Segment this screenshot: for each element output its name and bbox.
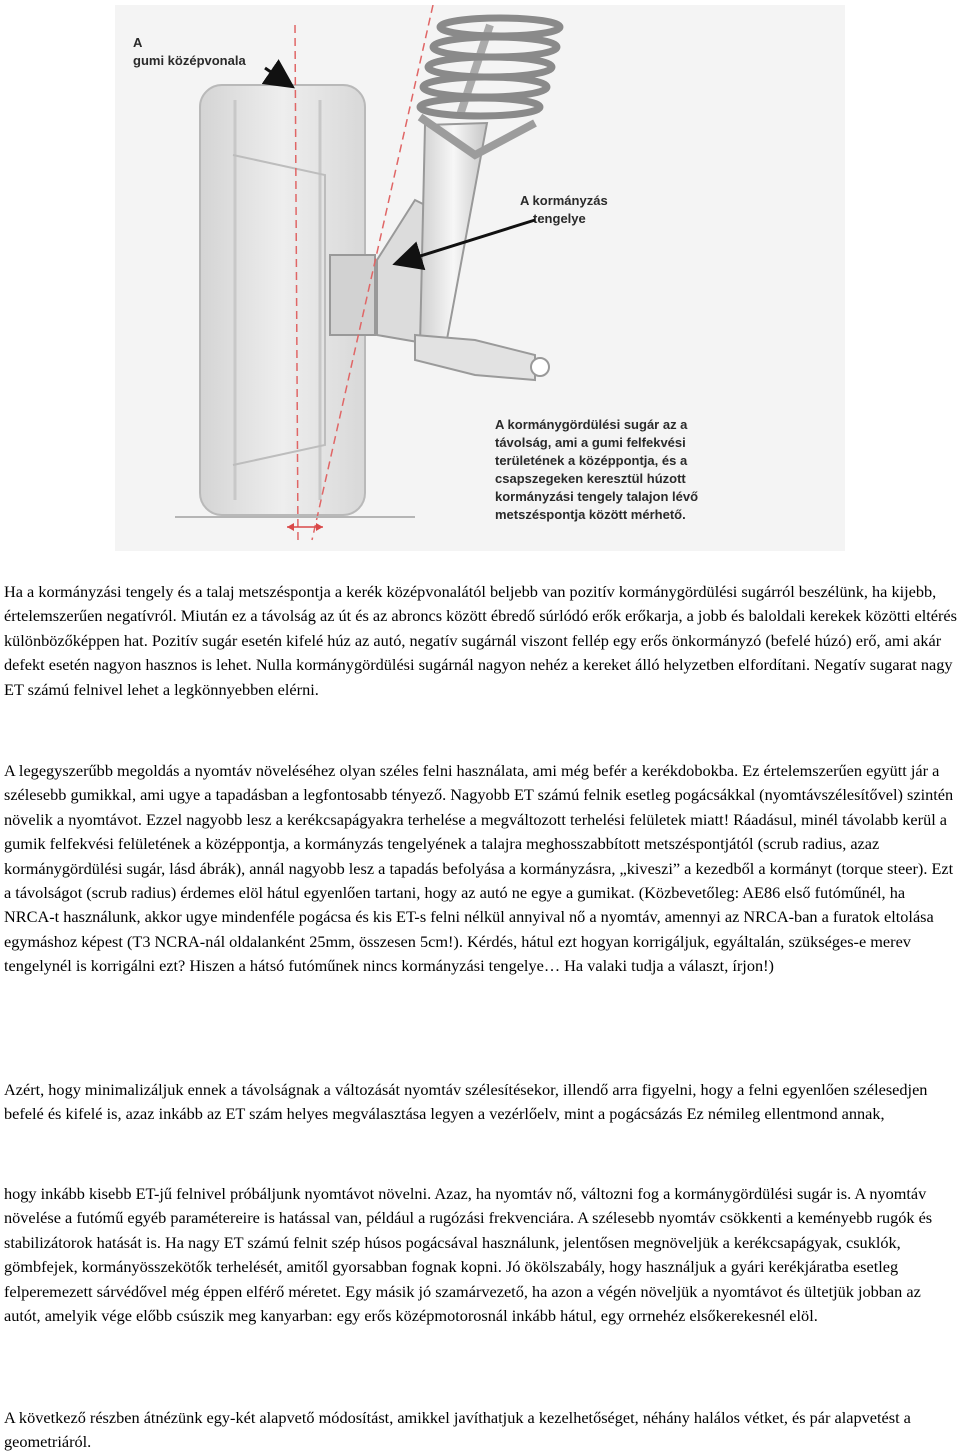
paragraph-text: Azért, hogy minimalizáljuk ennek a távolságnak a változását nyomtáv szélesítésekor, illendő arra figyelni, hogy a felni egyenlően szélesedjen befelé és kifelé is, azaz inkább az ET szám helyes megválasztása legyen a vezérlőelv, mint a pogácsázás Ez némileg ellentmond annak,	[4, 1080, 928, 1124]
paragraph-text: Ha a kormányzási tengely és a talaj metszéspontja a kerék középvonalától beljebb van pozitív kormánygördülési sugárról beszélünk, ha kijebb, értelemszerűen negatívról. Miután ez a távolság az út és az abroncs között ébredő súrlódó erők erőkarja, a jobb és baloldali kerekek közötti eltérés különbözőképpen hat. Pozitív sugár esetén kifelé húz az autó, negatív sugárnál viszont fellép egy erős önkormányzó (befelé húzó) erő, ami akár defekt esetén nagyon hasznos is lehet. Nulla kormánygördülési sugárnál nagyon nehéz a kereket álló helyzetben elfordítani. Negatív sugarat nagy ET számú felnivel lehet a legkönnyebben elérni.	[4, 582, 957, 699]
paragraph-track-width	[4, 759, 958, 979]
label-center-line-a: A	[133, 35, 143, 50]
scrub-text-line-6: metszéspontja között mérhető.	[495, 507, 686, 522]
scrub-text-line-2: távolság, ami a gumi felfekvési	[495, 435, 686, 450]
scrub-text-line-4: csapszegeken keresztül húzott	[495, 471, 686, 486]
suspension-diagram	[115, 5, 845, 551]
paragraph-scrub-radius	[4, 580, 958, 702]
paragraph-smaller-et	[4, 1182, 958, 1328]
scrub-text-line-1: A kormánygördülési sugár az a	[495, 417, 688, 432]
label-center-line-b: gumi középvonala	[133, 53, 246, 68]
label-steering-axis-a: A kormányzás	[520, 193, 608, 208]
paragraph-text: hogy inkább kisebb ET-jű felnivel próbáljunk nyomtávot növelni. Azaz, ha nyomtáv nő, változni fog a kormánygördülési sugár is. A nyomtáv növelése a futómű egyéb paramétereire is hatással van, például a rugózási frekvenciára. A szélesebb nyomtáv csökkenti a keményebb rugók és stabilizátorok hatását is. Ha nagy ET számú felnit szép húsos pogácsával használunk, jelentősen megnöveljük a kerékcsapágyak, csuklók, gömbfejek, kormányösszekötők terhelését, amitől gyorsabban fognak kopni. Jó ökölszabály, hogy használjuk a gyári kerékjáratba esetleg felperemezett sárvédővel még éppen elférő méretet. Egy másik jó szamárvezető, ha azon a végén növeljük a nyomtávot és ültetjük jobban az autót, amelyik vége előbb csúszik meg kanyarban: egy erős középmotorosnál inkább hátul, egy orrnehéz elsőkerekesnél elöl.	[4, 1184, 933, 1326]
scrub-text-line-5: kormányzási tengely talajon lévő	[495, 489, 699, 504]
paragraph-et-choice	[4, 1078, 958, 1127]
label-steering-axis-b: tengelye	[533, 211, 586, 226]
paragraph-text: A legegyszerűbb megoldás a nyomtáv növeléséhez olyan széles felni használata, ami még befér a kerékdobokba. Ez értelemszerűen együtt jár a szélesebb gumikkal, ami ugye a tapadásban a legfontosabb tényező. Nagyobb ET számú felnik esetleg pogácsákkal (nyomtávszélesítővel) szintén növelik a nyomtávot. Ezzel nagyobb lesz a kerékcsapágyakra terhelése a megváltozott terhelési felületek miatt! Ráadásul, minél távolabb kerül a gumik felfekvési felületének a középpontja, a kormányzás tengelyének a talajra meghosszabbított metszéspontjától (scrub radius, azaz kormánygördülési sugár, lásd ábrák), annál nagyobb lesz a tapadás befolyása a kormányzásra, „kiveszi” a kezedből a kormányt (torque steer). Ezt a távolságot (scrub radius) érdemes elöl hátul egyenlően tartani, hogy az autó ne egye a gumikat. (Közbevetőleg: AE86 első futóműnél, ha NRCA-t használunk, akkor ugye mindenféle pogácsa és kis ET-s felni nélkül annyival nő a nyomtáv, amennyi az NRCA-ban a furatok eltolása egymáshoz képest (T3 NCRA-nál oldalanként 25mm, összesen 5cm!). Kérdés, hátul ezt hogyan korrigáljuk, egyáltalán, szükséges-e merev tengelynél is korrigálni ezt? Hiszen a hátsó futóműnek nincs kormányzási tengelye… Ha valaki tudja a választ, írjon!)	[4, 761, 954, 976]
scrub-text-line-3: területének a középpontja, és a	[495, 453, 688, 468]
paragraph-text: A következő részben átnézünk egy-két alapvető módosítást, amikkel javíthatjuk a kezelhetőséget, néhány halálos vétket, és pár alapvetést a geometriáról.	[4, 1408, 911, 1452]
paragraph-next-part	[4, 1406, 958, 1455]
